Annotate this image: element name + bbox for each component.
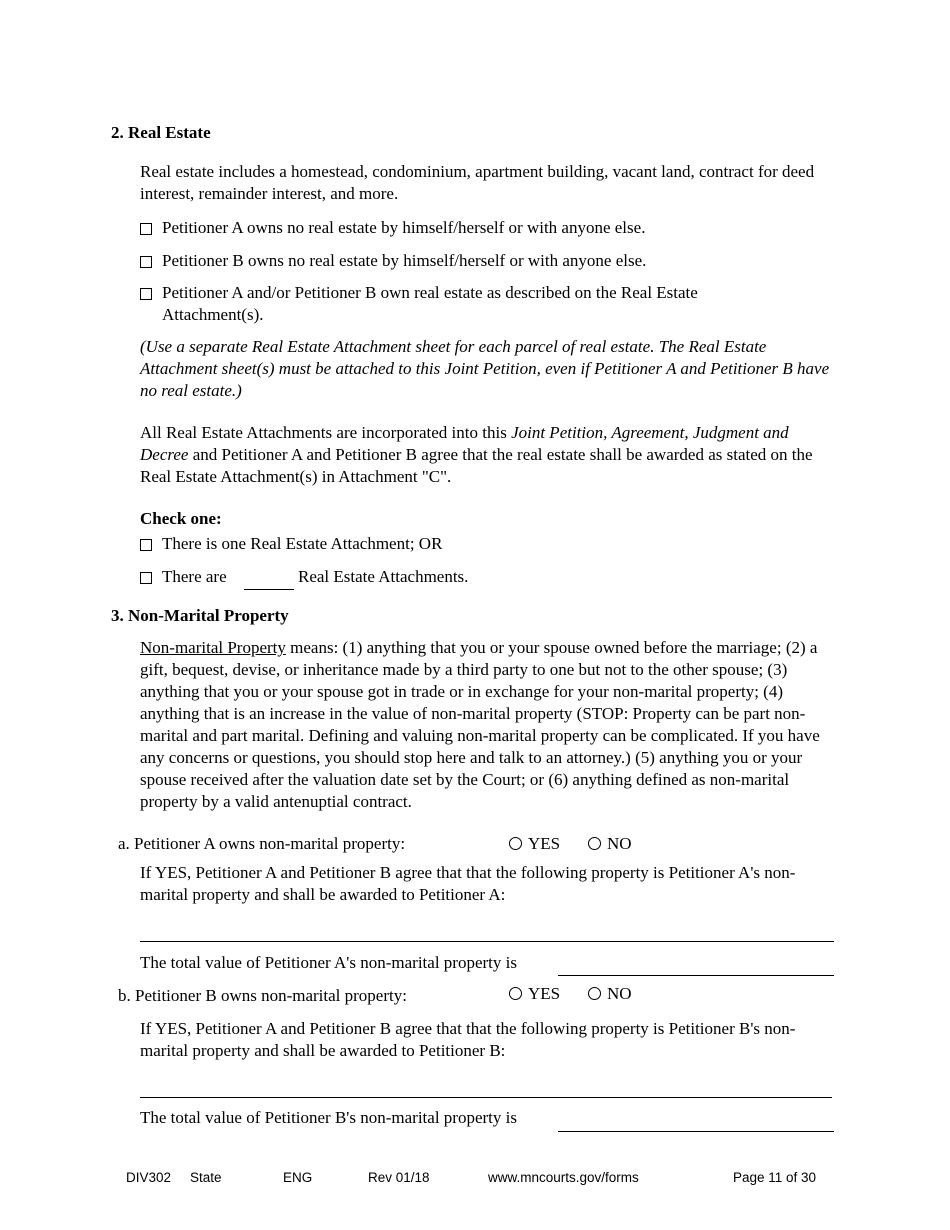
yes-label: YES bbox=[528, 834, 561, 853]
petitioner-a-total-label: The total value of Petitioner A's non-marital property is bbox=[140, 953, 517, 972]
checkbox-petitioner-b-no-real-estate[interactable] bbox=[140, 256, 152, 268]
radio-no-b[interactable] bbox=[588, 987, 601, 1000]
footer-url: www.mncourts.gov/forms bbox=[488, 1170, 639, 1185]
document-title: Joint Petition, Agreement, Judgment and Decree bbox=[140, 423, 789, 464]
option-label: Petitioner A and/or Petitioner B own real estate as described on the Real Estate Attachment(s). bbox=[162, 283, 698, 324]
checkbox-one-attachment[interactable] bbox=[140, 539, 152, 551]
option-label: Petitioner B owns no real estate by himself/herself or with anyone else. bbox=[162, 251, 647, 270]
petitioner-a-if-yes: If YES, Petitioner A and Petitioner B agree that that the following property is Petitioner A's non-marital property and shall be awarded to Petitioner A: bbox=[140, 863, 796, 904]
option-label: Real Estate Attachments. bbox=[298, 567, 469, 586]
attachment-count-field[interactable] bbox=[244, 589, 294, 590]
real-estate-intro: Real estate includes a homestead, condominium, apartment building, vacant land, contract for deed interest, remainder interest, and more. bbox=[140, 162, 815, 203]
attachment-text: All Real Estate Attachments are incorporated into this bbox=[140, 423, 512, 442]
section-2-heading: 2. Real Estate bbox=[111, 123, 211, 142]
no-label: NO bbox=[607, 984, 632, 1003]
radio-yes-a[interactable] bbox=[509, 837, 522, 850]
radio-yes-b[interactable] bbox=[509, 987, 522, 1000]
yes-label: YES bbox=[528, 984, 561, 1003]
attachment-statement bbox=[140, 422, 840, 488]
section-3-heading: 3. Non-Marital Property bbox=[111, 606, 289, 625]
attachment-text: and Petitioner A and Petitioner B agree that the real estate shall be awarded as stated on the Real Estate Attachment(s) in Attachment "C". bbox=[140, 445, 813, 486]
petitioner-b-property-field[interactable] bbox=[140, 1097, 832, 1098]
option-label: There is one Real Estate Attachment; OR bbox=[162, 534, 443, 553]
petitioner-a-yes-option[interactable] bbox=[509, 833, 560, 855]
petitioner-b-yes-option[interactable] bbox=[509, 983, 560, 1005]
petitioner-a-no-option[interactable] bbox=[588, 833, 632, 855]
footer-form-id: DIV302 bbox=[126, 1170, 172, 1185]
petitioner-b-no-option[interactable] bbox=[588, 983, 632, 1005]
checkbox-petitioners-own-real-estate[interactable] bbox=[140, 288, 152, 300]
petitioner-b-total-label: The total value of Petitioner B's non-marital property is bbox=[140, 1108, 517, 1127]
petitioner-a-total-field[interactable] bbox=[558, 975, 834, 976]
petitioner-b-if-yes: If YES, Petitioner A and Petitioner B agree that that the following property is Petitioner B's non-marital property and shall be awarded to Petitioner B: bbox=[140, 1019, 796, 1060]
footer-revision: Rev 01/18 bbox=[368, 1170, 430, 1185]
radio-no-a[interactable] bbox=[588, 837, 601, 850]
real-estate-note: (Use a separate Real Estate Attachment sheet for each parcel of real estate. The Real Estate Attachment sheet(s) must be attached to this Joint Petition, even if Petitioner A and Petitioner B have no real estate.) bbox=[140, 337, 830, 400]
definition-text: means: (1) anything that you or your spouse owned before the marriage; (2) a gift, bequest, devise, or inheritance made by a third party to one but not to the other spouse; (3) anything that you or your spouse got in trade or in exchange for your non-marital property; (4) anything that is an increase in the value of non-marital property (STOP: Property can be part non-marital and part marital. Defining and valuing non-marital property can be complicated. If you have any concerns or questions, you should stop here and talk to an attorney.) (5) anything you or your spouse received after the valuation date set by the Court; or (6) anything defined as non-marital property by a valid antenuptial contract. bbox=[140, 638, 820, 811]
footer-jurisdiction: State bbox=[190, 1170, 222, 1185]
footer-language: ENG bbox=[283, 1170, 313, 1185]
option-label: Petitioner A owns no real estate by himself/herself or with anyone else. bbox=[162, 218, 646, 237]
no-label: NO bbox=[607, 834, 632, 853]
check-one-label: Check one: bbox=[140, 509, 222, 528]
petitioner-b-question: b. Petitioner B owns non-marital property: bbox=[118, 986, 407, 1005]
non-marital-definition bbox=[140, 637, 840, 813]
checkbox-multiple-attachments[interactable] bbox=[140, 572, 152, 584]
defined-term: Non-marital Property bbox=[140, 638, 286, 657]
petitioner-a-property-field[interactable] bbox=[140, 941, 834, 942]
petitioner-b-total-field[interactable] bbox=[558, 1131, 834, 1132]
checkbox-petitioner-a-no-real-estate[interactable] bbox=[140, 223, 152, 235]
petitioner-a-question: a. Petitioner A owns non-marital property: bbox=[118, 834, 406, 853]
option-label: There are bbox=[162, 567, 227, 586]
footer-page-number: Page 11 of 30 bbox=[733, 1170, 817, 1185]
